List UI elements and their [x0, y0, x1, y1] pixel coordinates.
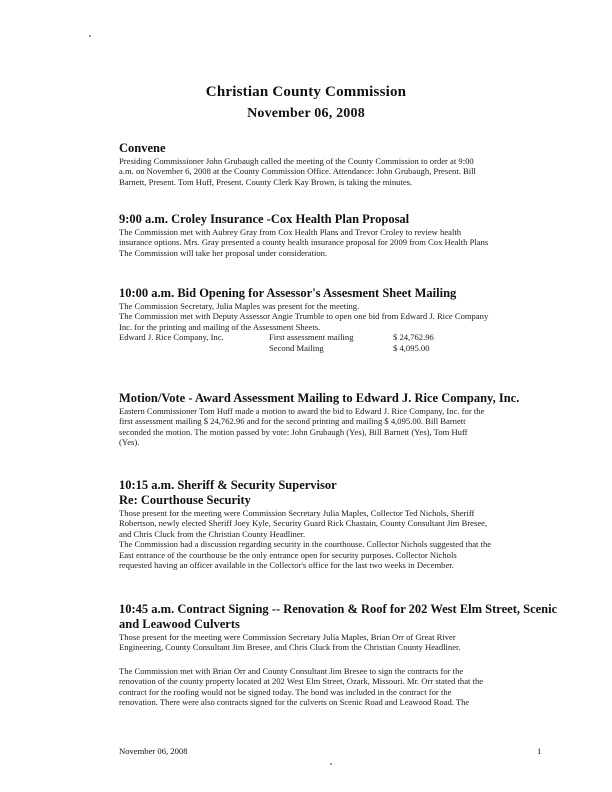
section-heading-continued: and Leawood Culverts: [119, 617, 240, 631]
section-heading: Convene: [119, 141, 166, 155]
paragraph-line: requested having an officer available in the Collector's office for the last two weeks in December.: [119, 560, 454, 571]
paragraph-line: seconded the motion. The motion passed by vote: John Grubaugh (Yes), Bill Barnett (Yes), Tom Huff: [119, 426, 468, 437]
paragraph-line: and Chris Cluck from the Christian County Headliner.: [119, 528, 306, 539]
section-heading: 10:00 a.m. Bid Opening for Assessor's Assesment Sheet Mailing: [119, 286, 457, 300]
paragraph-line: The Commission met with Aubrey Gray from Cox Health Plans and Trevor Croley to review health: [119, 227, 462, 237]
bid-company: Edward J. Rice Company, Inc.: [119, 332, 224, 343]
document-title: Christian County Commission: [205, 84, 407, 100]
paragraph-line: (Yes).: [119, 437, 140, 448]
footer-date: November 06, 2008: [119, 746, 188, 756]
paragraph-line: contract for the roofing would not be signed today. The bond was included in the contract for the: [119, 686, 452, 697]
paragraph-line: Presiding Commissioner John Grubaugh called the meeting of the County Commission to order at 9:00: [119, 156, 474, 166]
paragraph-line: The Commission Secretary, Julia Maples was present for the meeting.: [119, 301, 360, 311]
section-subheading: Re: Courthouse Security: [119, 493, 251, 507]
paragraph-line: Eastern Commissioner Tom Huff made a motion to award the bid to Edward J. Rice Company, Inc. for the: [119, 406, 485, 416]
section-heading: Motion/Vote - Award Assessment Mailing to Edward J. Rice Company, Inc.: [119, 391, 520, 405]
section-heading: 10:15 a.m. Sheriff & Security Supervisor: [119, 478, 337, 492]
paragraph-line: The Commission will take her proposal under consideration.: [119, 247, 328, 258]
section-motion-vote: [119, 391, 559, 448]
section-contract-signing: [119, 602, 559, 707]
paragraph-line: a.m. on November 6, 2008 at the County Commission Office. Attendance: John Grubaugh, Present. Bill: [119, 166, 476, 177]
paragraph-line: East entrance of the courthouse be the only entrance open for security purposes. Collector Nichols: [119, 549, 457, 560]
section-sheriff-security: [119, 478, 559, 570]
bid-amount: $ 4,095.00: [393, 342, 430, 353]
paragraph-line: Engineering, County Consultant Jim Bresee, and Chris Cluck from the Christian County Headliner.: [119, 642, 461, 653]
bid-company-empty: [119, 343, 269, 353]
section-bid-opening: [119, 286, 559, 353]
paragraph-line: Inc. for the printing and mailing of the Assessment Sheets.: [119, 321, 321, 332]
paragraph-line: first assessment mailing $ 24,762.96 and for the second printing and mailing $ 4,095.00. Bill Barnett: [119, 416, 466, 427]
paragraph-line: renovation of the county property located at 202 West Elm Street, Ozark, Missouri. Mr. Orr stated that the: [119, 676, 484, 687]
bid-amount: $ 24,762.96: [393, 332, 434, 343]
scan-speck: [89, 35, 91, 37]
section-convene: [119, 141, 559, 187]
section-heading: 10:45 a.m. Contract Signing -- Renovation & Roof for 202 West Elm Street, Scenic: [119, 602, 558, 616]
section-croley-insurance: [119, 212, 559, 258]
paragraph-line: Barnett, Present. Tom Huff, Present. County Clerk Kay Brown, is taking the minutes.: [119, 176, 413, 187]
paragraph-line: renovation. There were also contracts signed for the culverts on Scenic Road and Leawood Road. The: [119, 697, 470, 708]
bid-row: [119, 332, 559, 342]
bid-item: Second Mailing: [269, 342, 324, 353]
paragraph-line: insurance options. Mrs. Gray presented a county health insurance proposal for 2009 from Cox Health Plans: [119, 237, 489, 248]
paragraph-line: Those present for the meeting were Commission Secretary Julia Maples, Brian Orr of Great River: [119, 632, 456, 642]
paragraph-line: Robertson, newly elected Sheriff Joey Kyle, Security Guard Rick Chastain, County Consultant Jim Bresee,: [119, 518, 488, 529]
paragraph-line: The Commission met with Brian Orr and County Consultant Jim Bresee to sign the contracts for the: [119, 665, 464, 676]
paragraph-line: The Commission had a discussion regarding security in the courthouse. Collector Nichols suggested that the: [119, 539, 492, 550]
section-heading: 9:00 a.m. Croley Insurance -Cox Health Plan Proposal: [119, 212, 410, 226]
paragraph-line: Those present for the meeting were Commission Secretary Julia Maples, Collector Ted Nichols, Sheriff: [119, 508, 475, 518]
bid-row: [119, 343, 559, 353]
meeting-date: November 06, 2008: [247, 106, 365, 121]
page-number: 1: [537, 746, 542, 756]
bid-item: First assessment mailing: [269, 332, 354, 343]
scan-speck: [330, 763, 332, 765]
paragraph-line: The Commission met with Deputy Assessor Angie Trumble to open one bid from Edward J. Rice Company: [119, 311, 489, 322]
